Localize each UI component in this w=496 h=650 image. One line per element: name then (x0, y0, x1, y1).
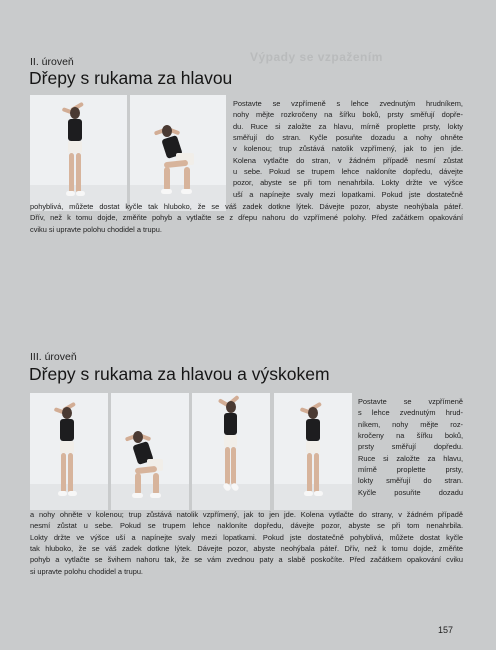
bleed-through-heading: Výpady se vzpažením (250, 50, 383, 64)
text-line: Postavte se vzpřímeně (358, 397, 463, 406)
text-line: uší a napínejte svaly mezi lopatkami. Pokud jste dostatečně (233, 189, 463, 199)
section1-level: II. úroveň (30, 56, 74, 68)
text-line: s lehce zvednutým hrud- (358, 408, 463, 418)
section2-paragraph-full (30, 509, 463, 577)
exercise-photo-jump-land (274, 393, 352, 510)
section2-title: Dřepy s rukama za hlavou a výskokem (29, 364, 330, 384)
text-line: v kolenou; trup zůstává natolik vzpřímený, jak to jen jde. (233, 144, 463, 154)
exercise-photo-jump-start (30, 393, 108, 510)
page-number: 157 (438, 625, 454, 635)
exercise-photo-standing (30, 95, 127, 211)
exercise-photo-jump-squat (111, 393, 189, 510)
text-line: tak hluboko, že se váš zadek dotkne lýtek. Dávejte pozor, abyste neohýbala páteř. Dřív, než k tomu dojde, změňte (30, 544, 463, 554)
text-line: du. Ruce si založte za hlavu, mírně proplette prsty, lokty (233, 121, 463, 131)
text-line: si upravte polohu chodidel a trupu. (30, 566, 143, 576)
text-line: nohy mějte rozkročeny na šířku boků, prsty směřují dopře- (233, 110, 463, 120)
text-line: Ruce si založte za hlavu, (358, 453, 463, 463)
text-line: mírně proplette prsty, (358, 465, 463, 475)
section1-paragraph-full (30, 201, 463, 235)
text-line: pohyblivá, můžete dostat kyčle tak hluboko, že se váš zadek dotkne lýtek. Dávejte pozor, abyste neohýbala páteř. (30, 202, 463, 211)
text-line: pozor, abyste se při tom nenahrbila. Lokty držte ve výšce (233, 178, 463, 188)
text-line: Kyčle posuňte dozadu (358, 487, 463, 497)
text-line: lokty směřují do stran. (358, 476, 463, 486)
text-line: Lokty držte ve výšce uší a napínejte svaly mezi lopatkami. Pokud jste dostatečně pohyblivá, můžete dostat kyčle (30, 532, 463, 542)
text-line: u sebe. Pokud se trupem lehce nakloníte dopředu, dávejte (233, 167, 463, 177)
text-line: a nohy ohněte v kolenou; trup zůstává natolik vzpřímený, jak to jen jde. Kolena vytlačte do strany, v žádném případě (30, 510, 463, 519)
text-line: nesmí zůstat u sebe. Pokud se trupem lehce nakloníte dopředu, dávejte pozor, abyste se při tom nenahrbila. (30, 521, 463, 531)
text-line: cviku si upravte polohu chodidel a trupu. (30, 224, 162, 234)
text-line: Postavte se vzpřímeně s lehce zvednutým hrudníkem, (233, 99, 463, 108)
text-line: Dřív, než k tomu dojde, změňte pohyb a vytlačte se z dřepu nahoru do vzpřímené polohy. Před začátkem opakování (30, 213, 463, 223)
section1-paragraph-right (233, 98, 463, 200)
text-line: směřují do stran. Kyčle posuňte dozadu a nohy ohněte (233, 133, 463, 143)
text-line: kročeny na šířku boků, (358, 431, 463, 441)
text-line: pohyb a vytlačte se švihem nahoru tak, že se vám zvednou paty a slabě poskočíte. Před začátkem opakování cviku (30, 555, 463, 565)
section1-title: Dřepy s rukama za hlavou (29, 68, 233, 88)
text-line: níkem, nohy mějte roz- (358, 419, 463, 429)
section2-paragraph-right (358, 396, 463, 498)
exercise-photo-squat (130, 95, 226, 211)
section2-level: III. úroveň (30, 351, 77, 363)
text-line: prsty směřují dopředu. (358, 442, 463, 452)
exercise-photo-jump-air (192, 393, 270, 510)
text-line: Kolena vytlačte do stran, v žádném případě nesmí zůstat (233, 155, 463, 165)
